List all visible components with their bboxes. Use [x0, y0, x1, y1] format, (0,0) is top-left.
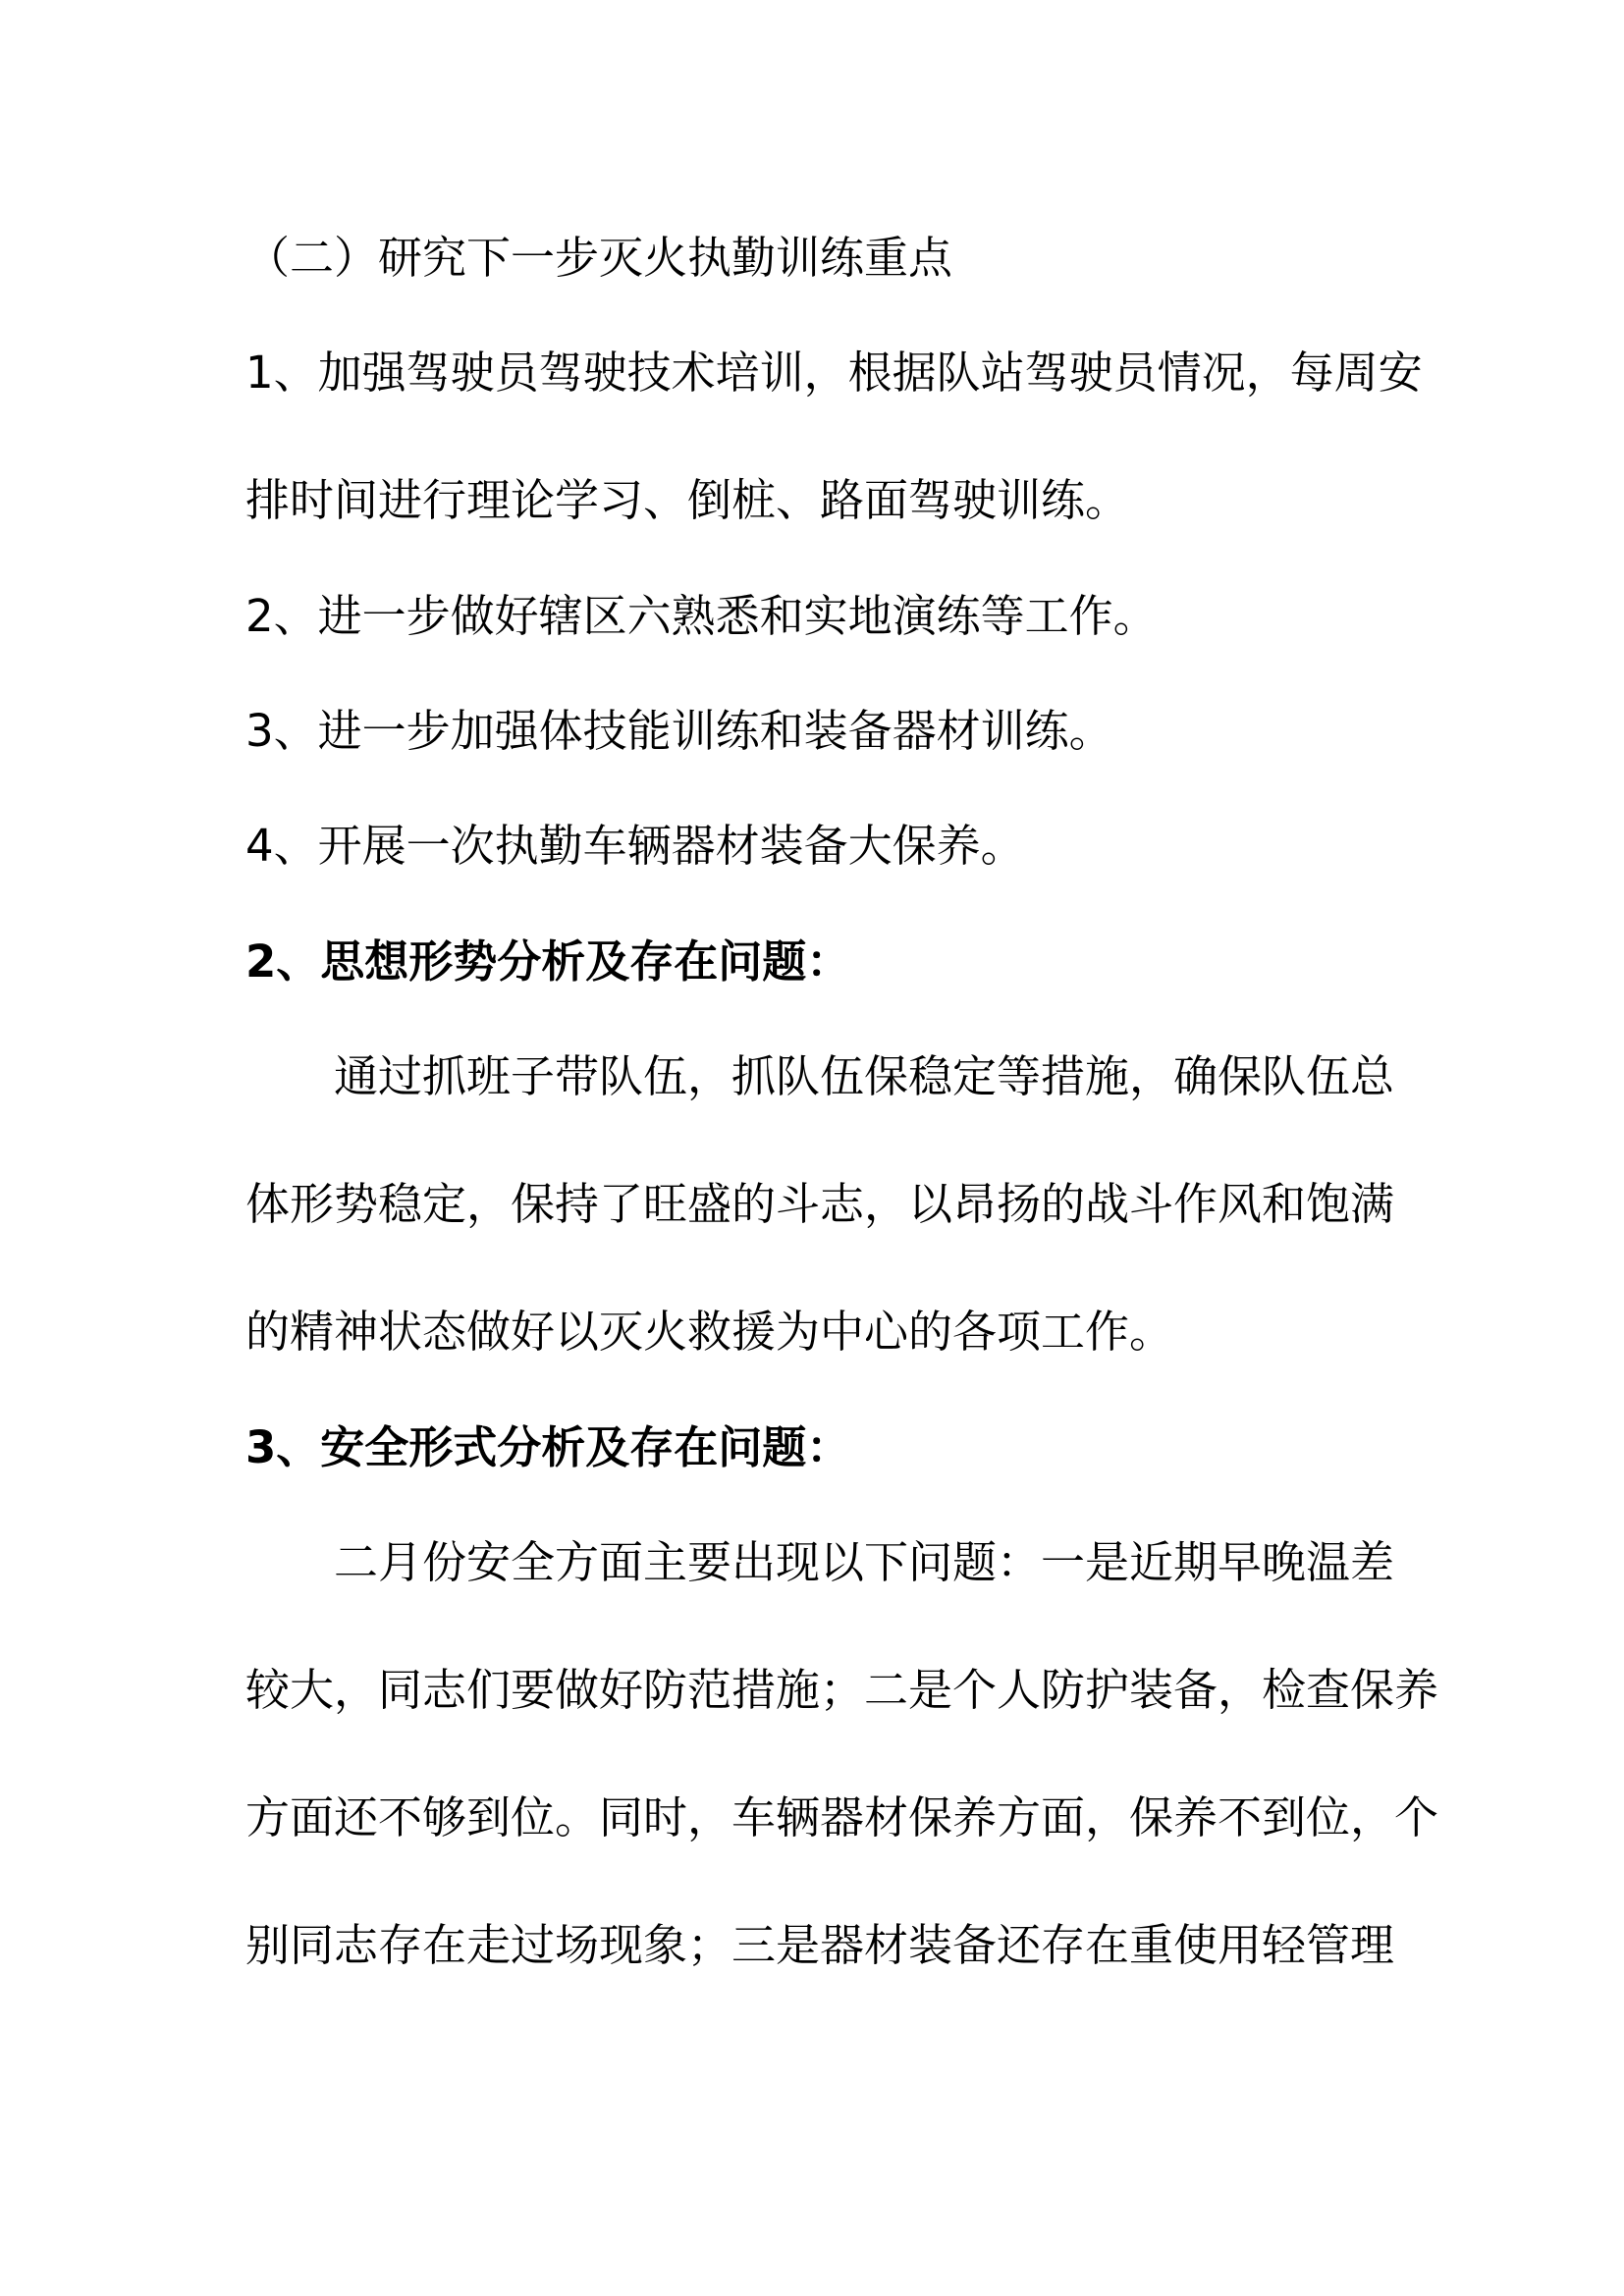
item-3: 3、进一步加强体技能训练和装备器材训练。 — [245, 705, 1113, 757]
safety-paragraph-line-3: 方面还不够到位。同时，车辆器材保养方面，保养不到位，个 — [245, 1791, 1439, 1843]
ideology-heading: 2、思想形势分析及存在问题： — [245, 935, 851, 988]
item-1-line-1: 1、加强驾驶员驾驶技术培训，根据队站驾驶员情况，每周安 — [245, 347, 1423, 399]
safety-paragraph-line-1: 二月份安全方面主要出现以下问题：一是近期早晚温差 — [334, 1536, 1395, 1588]
safety-heading: 3、安全形式分析及存在问题： — [245, 1421, 851, 1473]
item-4: 4、开展一次执勤车辆器材装备大保养。 — [245, 820, 1025, 872]
ideology-paragraph-line-2: 体形势稳定，保持了旺盛的斗志，以昂扬的战斗作风和饱满 — [245, 1178, 1395, 1230]
safety-paragraph-line-4: 别同志存在走过场现象；三是器材装备还存在重使用轻管理 — [245, 1919, 1395, 1971]
safety-paragraph-line-2: 较大，同志们要做好防范措施；二是个人防护装备，检查保养 — [245, 1664, 1439, 1716]
item-1-line-2: 排时间进行理论学习、倒桩、路面驾驶训练。 — [245, 474, 1130, 526]
item-2: 2、进一步做好辖区六熟悉和实地演练等工作。 — [245, 590, 1158, 642]
ideology-paragraph-line-1: 通过抓班子带队伍，抓队伍保稳定等措施，确保队伍总 — [334, 1050, 1395, 1102]
ideology-paragraph-line-3: 的精神状态做好以灭火救援为中心的各项工作。 — [245, 1306, 1174, 1358]
section-heading-training-focus: （二）研究下一步灭火执勤训练重点 — [245, 232, 953, 284]
